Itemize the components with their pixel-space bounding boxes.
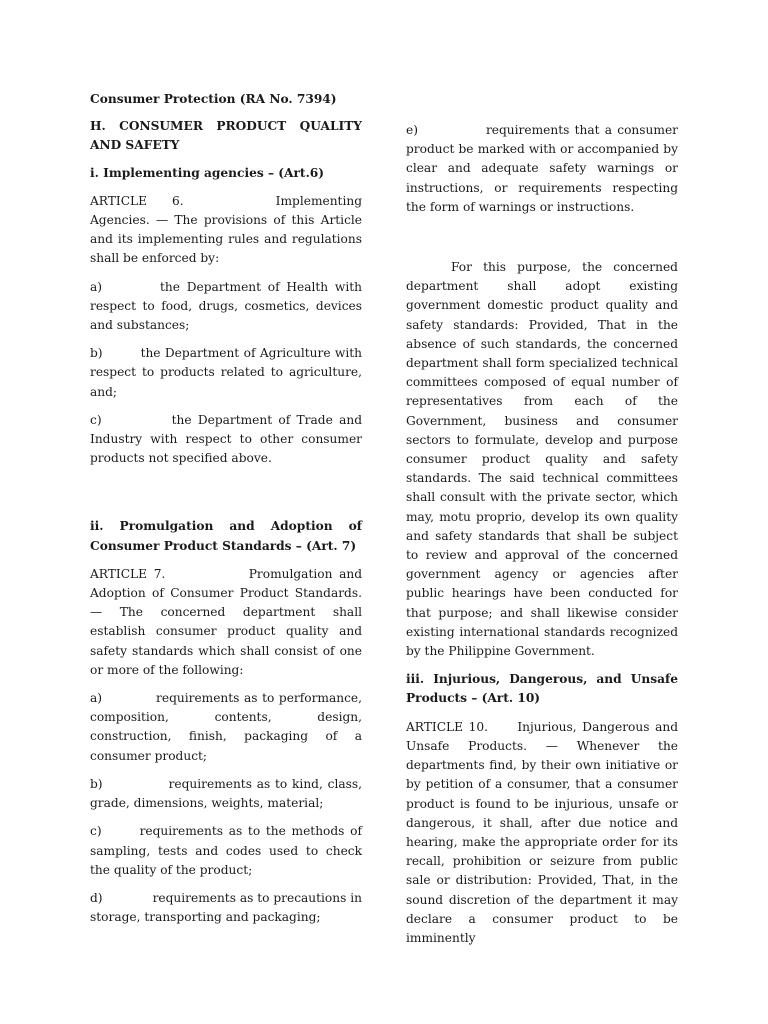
item-marker: e)	[406, 123, 418, 137]
subheading-implementing-agencies: i. Implementing agencies – (Art.6)	[90, 165, 325, 180]
document-title: Consumer Protection (RA No. 7394)	[90, 92, 337, 106]
item-text: requirements as to kind, class, grade, dimensions, weights, material;	[90, 776, 362, 811]
subheading-injurious-products: iii. Injurious, Dangerous, and Unsafe Products – (Art. 10)	[406, 672, 678, 706]
item-marker: b)	[90, 776, 103, 791]
item-marker: a)	[90, 691, 103, 706]
article-10-title: Injurious, Dangerous and Unsafe Products.	[406, 719, 679, 753]
item-text: the Department of Agriculture with respect to products related to agriculture, and;	[90, 346, 362, 399]
article-7-label: ARTICLE 7.	[90, 566, 166, 581]
right-column	[406, 121, 678, 957]
left-column	[90, 90, 362, 936]
item-text: the Department of Health with respect to food, drugs, cosmetics, devices and substances;	[90, 279, 362, 333]
item-marker: a)	[90, 279, 103, 294]
section-heading: H. CONSUMER PRODUCT QUALITY AND SAFETY	[90, 119, 362, 153]
item-text: requirements as to the methods of sampling, tests and codes used to check the quality of the product;	[90, 824, 362, 877]
article-7-item-c	[90, 822, 362, 880]
article-7-title: Promulgation and Adoption of Consumer Product Standards.	[90, 566, 363, 601]
item-marker: d)	[90, 890, 103, 905]
article-7-body: — The concerned department shall establish consumer product quality and safety standards which shall consist of one or more of the following:	[90, 605, 362, 677]
article-7-item-d	[90, 889, 362, 927]
article-6-label: ARTICLE 6.	[90, 193, 184, 208]
subheading-promulgation: ii. Promulgation and Adoption of Consumer Product Standards – (Art. 7)	[90, 519, 362, 553]
item-marker: c)	[90, 412, 102, 427]
article-7-item-b	[90, 775, 362, 813]
item-marker: c)	[90, 824, 102, 839]
item-text: requirements as to precautions in storage, transporting and packaging;	[90, 890, 362, 925]
article-6-body: — The provisions of this Article and its implementing rules and regulations shall be enforced by:	[90, 213, 363, 266]
article-7-purpose-paragraph: For this purpose, the concerned department shall adopt existing government domestic product quality and safety standards: Provided, That in the absence of such standards, the concerned department shall form specialized technical committees composed of equal number of representatives from each of the Government, business and consumer sectors to formulate, develop and purpose consumer product quality and safety standards. The said technical committees shall consult with the private sector, which may, motu proprio, develop its own quality and safety standards that shall be subject to review and approval of the concerned government agency or agencies after public hearings have been conducted for that purpose; and shall likewise consider existing international standards recognized by the Philippine Government.	[406, 260, 678, 659]
article-7-item-e	[406, 121, 678, 217]
article-6-item-c	[90, 411, 362, 469]
article-10-body: — Whenever the departments find, by their own initiative or by petition of a consumer, that a consumer product is found to be injurious, unsafe or dangerous, it shall, after due notice and hearing, make the appropriate order for its recall, prohibition or seizure from public sale or distribution: Provided, That, in the sound discretion of the department it may declare a consumer product to be imminently	[406, 738, 679, 945]
article-6-title: Implementing Agencies.	[90, 193, 363, 228]
article-6-item-a	[90, 278, 362, 336]
article-10	[406, 718, 678, 948]
article-7-item-a	[90, 689, 362, 766]
article-6-item-b	[90, 344, 362, 402]
article-7	[90, 565, 362, 680]
item-text: the Department of Trade and Industry with respect to other consumer products not specified above.	[90, 412, 362, 466]
item-text: requirements as to performance, composition, contents, design, construction, finish, packaging of a consumer product;	[90, 691, 362, 763]
item-marker: b)	[90, 346, 103, 361]
article-6	[90, 192, 362, 269]
article-10-label: ARTICLE 10.	[406, 719, 489, 734]
item-text: requirements that a consumer product be marked with or accompanied by clear and adequate safety warnings or instructions, or requirements respecting the form of warnings or instructions.	[406, 123, 678, 214]
